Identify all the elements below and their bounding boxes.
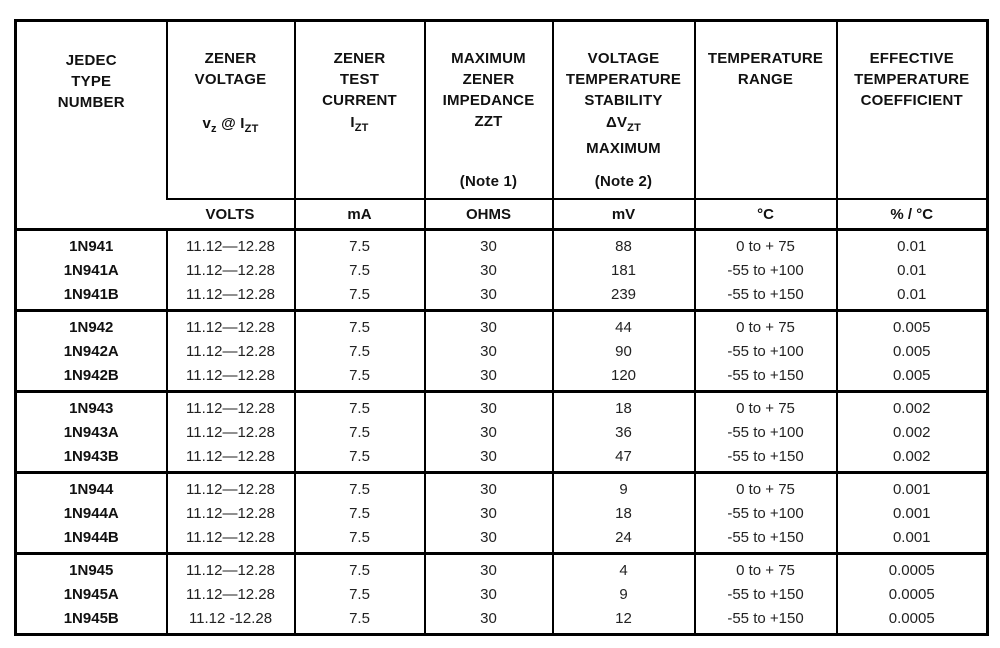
cell-range: -55 to +150 bbox=[695, 525, 837, 554]
unit-impedance: OHMS bbox=[425, 199, 553, 230]
header-line: CURRENT bbox=[322, 92, 397, 109]
header-line: COEFFICIENT bbox=[860, 92, 963, 109]
header-line: STABILITY bbox=[584, 92, 663, 109]
table-row bbox=[16, 606, 988, 635]
row-group bbox=[16, 392, 988, 473]
cell-impedance: 30 bbox=[425, 473, 553, 502]
cell-coefficient: 0.0005 bbox=[837, 606, 988, 635]
cell-coefficient: 0.001 bbox=[837, 501, 988, 525]
cell-impedance: 30 bbox=[425, 582, 553, 606]
header-type bbox=[16, 21, 167, 230]
cell-coefficient: 0.01 bbox=[837, 282, 988, 311]
cell-range: -55 to +100 bbox=[695, 258, 837, 282]
row-group bbox=[16, 311, 988, 392]
cell-coefficient: 0.002 bbox=[837, 392, 988, 421]
header-content bbox=[168, 22, 294, 198]
header-coefficient bbox=[837, 21, 988, 200]
header-line: MAXIMUM bbox=[586, 140, 661, 157]
header-line: IMPEDANCE bbox=[442, 92, 535, 109]
cell-range: 0 to + 75 bbox=[695, 230, 837, 259]
table-row bbox=[16, 554, 988, 583]
formula-segment: ZT bbox=[354, 122, 369, 134]
header-note: (Note 2) bbox=[594, 173, 653, 190]
table-row bbox=[16, 473, 988, 502]
table-row bbox=[16, 420, 988, 444]
header-line: ZZT bbox=[474, 113, 503, 130]
cell-voltage: 11.12—12.28 bbox=[167, 339, 295, 363]
cell-current: 7.5 bbox=[295, 339, 425, 363]
cell-type: 1N942B bbox=[63, 366, 119, 384]
cell-range: -55 to +100 bbox=[695, 339, 837, 363]
cell-current: 7.5 bbox=[295, 420, 425, 444]
cell-stability: 36 bbox=[553, 420, 695, 444]
formula-segment: ΔV bbox=[605, 114, 628, 131]
cell-impedance: 30 bbox=[425, 258, 553, 282]
cell-voltage: 11.12—12.28 bbox=[167, 363, 295, 392]
header-line: TEMPERATURE bbox=[854, 71, 970, 88]
cell-voltage: 11.12—12.28 bbox=[167, 582, 295, 606]
cell-voltage: 11.12—12.28 bbox=[167, 311, 295, 340]
cell-range: -55 to +150 bbox=[695, 363, 837, 392]
formula-segment: I bbox=[350, 114, 355, 131]
cell-stability: 24 bbox=[553, 525, 695, 554]
cell-type: 1N942A bbox=[63, 342, 119, 360]
cell-coefficient: 0.01 bbox=[837, 258, 988, 282]
cell-coefficient: 0.0005 bbox=[837, 582, 988, 606]
cell-range: -55 to +150 bbox=[695, 282, 837, 311]
table-row bbox=[16, 311, 988, 340]
formula-segment: ZT bbox=[244, 123, 259, 135]
unit-voltage: VOLTS bbox=[167, 199, 295, 230]
header-row bbox=[16, 21, 988, 200]
header-line: RANGE bbox=[737, 71, 794, 88]
header-content bbox=[838, 22, 987, 198]
header-stability bbox=[553, 21, 695, 200]
header-content bbox=[426, 22, 552, 198]
header-line: TEST bbox=[339, 71, 380, 88]
cell-type: 1N945A bbox=[63, 585, 119, 603]
cell-coefficient: 0.01 bbox=[837, 230, 988, 259]
header-line: ZENER bbox=[204, 50, 257, 67]
unit-coefficient: % / °C bbox=[837, 199, 988, 230]
header-line: TEMPERATURE bbox=[565, 71, 682, 88]
header-line: ZENER bbox=[333, 50, 386, 67]
header-line: ZENER bbox=[462, 71, 515, 88]
cell-current: 7.5 bbox=[295, 258, 425, 282]
cell-voltage: 11.12—12.28 bbox=[167, 420, 295, 444]
cell-stability: 12 bbox=[553, 606, 695, 635]
table-row bbox=[16, 282, 988, 311]
cell-type: 1N944 bbox=[69, 480, 114, 498]
cell-stability: 18 bbox=[553, 501, 695, 525]
formula-segment: @ I bbox=[216, 115, 245, 132]
unit-current: mA bbox=[295, 199, 425, 230]
unit-stability: mV bbox=[553, 199, 695, 230]
cell-voltage: 11.12—12.28 bbox=[167, 282, 295, 311]
unit-range: °C bbox=[695, 199, 837, 230]
cell-impedance: 30 bbox=[425, 363, 553, 392]
cell-impedance: 30 bbox=[425, 311, 553, 340]
header-current bbox=[295, 21, 425, 200]
header-line: VOLTAGE bbox=[194, 71, 267, 88]
cell-voltage: 11.12—12.28 bbox=[167, 258, 295, 282]
cell-coefficient: 0.0005 bbox=[837, 554, 988, 583]
cell-range: -55 to +150 bbox=[695, 444, 837, 473]
row-group bbox=[16, 554, 988, 635]
header-content bbox=[296, 22, 424, 198]
cell-current: 7.5 bbox=[295, 606, 425, 635]
header-formula bbox=[606, 113, 641, 138]
cell-type: 1N941A bbox=[63, 261, 119, 279]
cell-range: -55 to +100 bbox=[695, 420, 837, 444]
header-line: TYPE bbox=[71, 73, 112, 90]
cell-current: 7.5 bbox=[295, 582, 425, 606]
formula-segment: ZT bbox=[627, 122, 642, 134]
table-row bbox=[16, 444, 988, 473]
header-impedance bbox=[425, 21, 553, 200]
cell-stability: 18 bbox=[553, 392, 695, 421]
table-row bbox=[16, 525, 988, 554]
cell-coefficient: 0.002 bbox=[837, 420, 988, 444]
header-formula bbox=[202, 114, 258, 139]
cell-impedance: 30 bbox=[425, 339, 553, 363]
cell-stability: 47 bbox=[553, 444, 695, 473]
cell-impedance: 30 bbox=[425, 606, 553, 635]
cell-range: -55 to +100 bbox=[695, 501, 837, 525]
cell-type: 1N943 bbox=[69, 399, 114, 417]
table-header bbox=[16, 21, 988, 230]
cell-type: 1N943A bbox=[63, 423, 119, 441]
cell-voltage: 11.12—12.28 bbox=[167, 525, 295, 554]
cell-range: -55 to +150 bbox=[695, 582, 837, 606]
cell-impedance: 30 bbox=[425, 501, 553, 525]
cell-current: 7.5 bbox=[295, 473, 425, 502]
cell-type: 1N941B bbox=[63, 285, 119, 303]
cell-current: 7.5 bbox=[295, 525, 425, 554]
cell-current: 7.5 bbox=[295, 282, 425, 311]
cell-voltage: 11.12—12.28 bbox=[167, 554, 295, 583]
zener-spec-table bbox=[14, 19, 989, 636]
cell-type: 1N944A bbox=[63, 504, 119, 522]
cell-voltage: 11.12—12.28 bbox=[167, 230, 295, 259]
row-group bbox=[16, 473, 988, 554]
header-formula bbox=[350, 113, 368, 138]
table-row bbox=[16, 582, 988, 606]
cell-type: 1N945 bbox=[69, 561, 114, 579]
cell-range: 0 to + 75 bbox=[695, 311, 837, 340]
header-line: JEDEC bbox=[65, 52, 117, 69]
table-row bbox=[16, 258, 988, 282]
formula-segment: v bbox=[202, 115, 212, 132]
cell-type: 1N942 bbox=[69, 318, 114, 336]
cell-range: 0 to + 75 bbox=[695, 473, 837, 502]
cell-stability: 9 bbox=[553, 473, 695, 502]
cell-impedance: 30 bbox=[425, 420, 553, 444]
cell-type: 1N943B bbox=[63, 447, 119, 465]
header-note: (Note 1) bbox=[459, 173, 518, 190]
header-line: NUMBER bbox=[57, 94, 125, 111]
table-row bbox=[16, 230, 988, 259]
header-voltage bbox=[167, 21, 295, 200]
cell-stability: 9 bbox=[553, 582, 695, 606]
cell-coefficient: 0.005 bbox=[837, 311, 988, 340]
header-line: VOLTAGE bbox=[587, 50, 660, 67]
cell-voltage: 11.12—12.28 bbox=[167, 473, 295, 502]
cell-stability: 88 bbox=[553, 230, 695, 259]
cell-stability: 4 bbox=[553, 554, 695, 583]
cell-impedance: 30 bbox=[425, 392, 553, 421]
cell-voltage: 11.12—12.28 bbox=[167, 444, 295, 473]
cell-voltage: 11.12—12.28 bbox=[167, 501, 295, 525]
table-row bbox=[16, 339, 988, 363]
cell-range: 0 to + 75 bbox=[695, 392, 837, 421]
cell-coefficient: 0.001 bbox=[837, 525, 988, 554]
table-row bbox=[16, 501, 988, 525]
header-range bbox=[695, 21, 837, 200]
cell-current: 7.5 bbox=[295, 311, 425, 340]
row-group bbox=[16, 230, 988, 311]
cell-stability: 44 bbox=[553, 311, 695, 340]
header-line: EFFECTIVE bbox=[869, 50, 954, 67]
cell-impedance: 30 bbox=[425, 444, 553, 473]
table-row bbox=[16, 392, 988, 421]
cell-coefficient: 0.005 bbox=[837, 363, 988, 392]
cell-range: -55 to +150 bbox=[695, 606, 837, 635]
cell-impedance: 30 bbox=[425, 282, 553, 311]
cell-type: 1N945B bbox=[63, 609, 119, 627]
header-line: TEMPERATURE bbox=[707, 50, 824, 67]
cell-current: 7.5 bbox=[295, 230, 425, 259]
cell-stability: 90 bbox=[553, 339, 695, 363]
cell-stability: 120 bbox=[553, 363, 695, 392]
cell-type: 1N941 bbox=[69, 237, 114, 255]
cell-coefficient: 0.001 bbox=[837, 473, 988, 502]
header-line: MAXIMUM bbox=[451, 50, 526, 67]
cell-impedance: 30 bbox=[425, 525, 553, 554]
cell-current: 7.5 bbox=[295, 392, 425, 421]
table-row bbox=[16, 363, 988, 392]
cell-current: 7.5 bbox=[295, 444, 425, 473]
cell-impedance: 30 bbox=[425, 230, 553, 259]
cell-range: 0 to + 75 bbox=[695, 554, 837, 583]
header-content bbox=[17, 22, 166, 113]
cell-current: 7.5 bbox=[295, 554, 425, 583]
cell-voltage: 11.12—12.28 bbox=[167, 392, 295, 421]
cell-impedance: 30 bbox=[425, 554, 553, 583]
cell-coefficient: 0.002 bbox=[837, 444, 988, 473]
cell-current: 7.5 bbox=[295, 363, 425, 392]
header-content bbox=[696, 22, 836, 198]
formula-segment: z bbox=[211, 123, 217, 135]
cell-voltage: 11.12 -12.28 bbox=[167, 606, 295, 635]
cell-type: 1N944B bbox=[63, 528, 119, 546]
cell-coefficient: 0.005 bbox=[837, 339, 988, 363]
cell-current: 7.5 bbox=[295, 501, 425, 525]
header-content bbox=[554, 22, 694, 198]
cell-stability: 181 bbox=[553, 258, 695, 282]
cell-stability: 239 bbox=[553, 282, 695, 311]
